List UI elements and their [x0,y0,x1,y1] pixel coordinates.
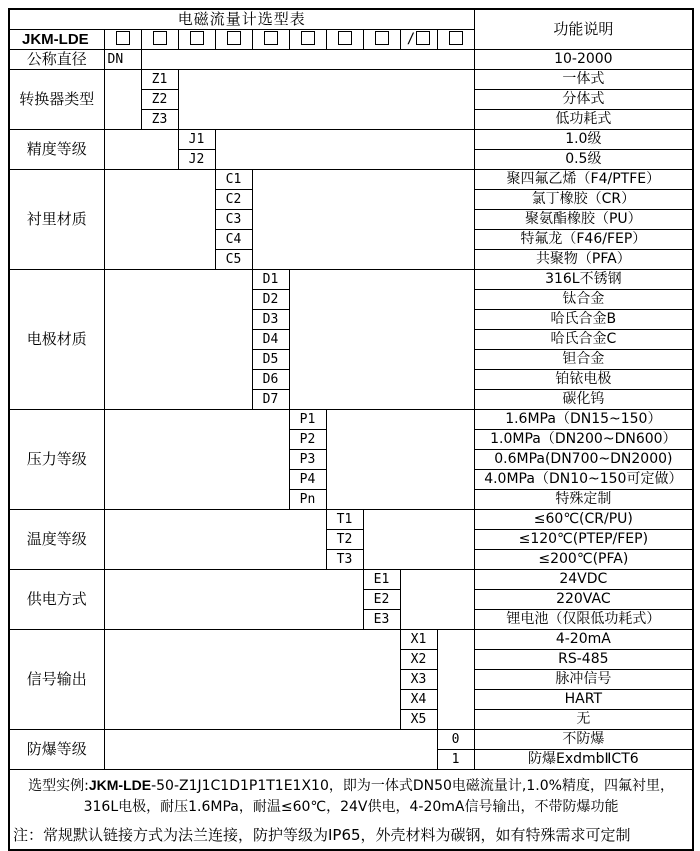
empty-cell [400,570,474,630]
desc-cell: 1.0MPa（DN200~DN600） [474,430,693,450]
category-accuracy-grade: 精度等级 [9,130,104,170]
empty-cell [178,70,474,130]
model-checkbox-cell [363,30,400,50]
code-cell: J1 [178,130,215,150]
code-cell: D1 [252,270,289,290]
checkbox-icon [116,31,130,45]
selection-table [8,8,694,851]
code-cell: E3 [363,610,400,630]
checkbox-icon [338,31,352,45]
code-cell: P1 [289,410,326,430]
desc-cell: ≤200℃(PFA) [474,550,693,570]
empty-cell [104,130,178,170]
checkbox-icon [375,31,389,45]
checkbox-icon [153,31,167,45]
desc-cell: 一体式 [474,70,693,90]
code-cell: E1 [363,570,400,590]
example-text [13,775,689,818]
desc-cell: ≤60℃(CR/PU) [474,510,693,530]
code-cell: P4 [289,470,326,490]
desc-cell: RS-485 [474,650,693,670]
code-cell: X5 [400,710,437,730]
category-signal-output: 信号输出 [9,630,104,730]
model-checkbox-cell [437,30,474,50]
empty-cell [104,170,215,270]
code-cell: T1 [326,510,363,530]
table-title: 电磁流量计选型表 [9,9,474,30]
checkbox-icon [449,31,463,45]
code-cell: 0 [437,730,474,750]
desc-cell: 低功耗式 [474,110,693,130]
desc-cell: HART [474,690,693,710]
code-cell: Z2 [141,90,178,110]
empty-cell [289,270,474,410]
model-checkbox-cell [215,30,252,50]
category-temperature-grade: 温度等级 [9,510,104,570]
code-cell: T2 [326,530,363,550]
category-lining-material: 衬里材质 [9,170,104,270]
code-cell: P2 [289,430,326,450]
code-cell: D3 [252,310,289,330]
desc-cell: 10-2000 [474,50,693,70]
desc-cell: 1.6MPa（DN15~150） [474,410,693,430]
desc-cell: 铂铱电极 [474,370,693,390]
checkbox-icon [264,31,278,45]
desc-cell: 特殊定制 [474,490,693,510]
code-cell: C5 [215,250,252,270]
code-cell: X2 [400,650,437,670]
empty-cell [104,410,289,510]
slash-separator: / [406,31,416,47]
desc-cell: ≤120℃(PTEP/FEP) [474,530,693,550]
checkbox-icon [301,31,315,45]
desc-cell: 氯丁橡胶（CR） [474,190,693,210]
checkbox-icon [227,31,241,45]
code-cell: D5 [252,350,289,370]
note-text: 注：常规默认链接方式为法兰连接，防护等级为IP65，外壳材料为碳钢，如有特殊需求可定制 [13,826,631,844]
category-explosion-proof: 防爆等级 [9,730,104,770]
code-cell: X3 [400,670,437,690]
desc-cell: 钛合金 [474,290,693,310]
model-checkbox-cell [178,30,215,50]
model-checkbox-cell [104,30,141,50]
code-cell: Pn [289,490,326,510]
desc-cell: 哈氏合金B [474,310,693,330]
desc-cell: 0.5级 [474,150,693,170]
category-converter-type: 转换器类型 [9,70,104,130]
checkbox-icon [416,31,430,45]
desc-cell: 聚四氟乙烯（F4/PTFE） [474,170,693,190]
code-cell: X1 [400,630,437,650]
desc-cell: 锂电池（仅限低功耗式） [474,610,693,630]
code-cell: P3 [289,450,326,470]
desc-cell: 不防爆 [474,730,693,750]
example-prefix: 选型实例: [28,778,89,794]
empty-cell [215,130,474,170]
code-cell: DN [104,50,141,70]
code-cell: D6 [252,370,289,390]
empty-cell [141,50,474,70]
code-cell: 1 [437,750,474,770]
code-cell: C1 [215,170,252,190]
code-cell: D4 [252,330,289,350]
code-cell: X4 [400,690,437,710]
empty-cell [104,270,252,410]
desc-cell: 聚氨酯橡胶（PU） [474,210,693,230]
empty-cell [326,410,474,510]
empty-cell [104,630,400,730]
code-cell: D7 [252,390,289,410]
empty-cell [104,510,326,570]
desc-cell: 1.0级 [474,130,693,150]
desc-cell: 220VAC [474,590,693,610]
category-nominal-diameter: 公称直径 [9,50,104,70]
desc-cell: 脉冲信号 [474,670,693,690]
example-model: JKM-LDE [88,777,152,793]
empty-cell [252,170,474,270]
desc-cell: 0.6MPa(DN700~DN2000) [474,450,693,470]
desc-cell: 4.0MPa（DN10~150可定做） [474,470,693,490]
desc-cell: 无 [474,710,693,730]
empty-cell [104,570,363,630]
model-checkbox-cell [252,30,289,50]
code-cell: E2 [363,590,400,610]
empty-cell [437,630,474,730]
example-rest: -50-Z1J1C1D1P1T1E1X10，即为一体式DN50电磁流量计,1.0%精度，四氟衬里，316L电极，耐压1.6MPa，耐温≤60℃，24V供电，4-20mA信号输出，不带防爆功能 [83,778,674,815]
checkbox-icon [190,31,204,45]
code-cell: C2 [215,190,252,210]
desc-cell: 钽合金 [474,350,693,370]
code-cell: J2 [178,150,215,170]
desc-cell: 316L不锈钢 [474,270,693,290]
model-checkbox-cell [326,30,363,50]
code-cell: C3 [215,210,252,230]
code-cell: T3 [326,550,363,570]
category-pressure-grade: 压力等级 [9,410,104,510]
desc-cell: 防爆ExdmbⅡCT6 [474,750,693,770]
empty-cell [104,70,141,130]
model-prefix: JKM-LDE [9,30,104,50]
code-cell: Z1 [141,70,178,90]
desc-cell: 共聚物（PFA） [474,250,693,270]
function-column-header: 功能说明 [474,9,693,50]
desc-cell: 哈氏合金C [474,330,693,350]
model-checkbox-cell [400,30,437,50]
empty-cell [104,730,437,770]
desc-cell: 碳化钨 [474,390,693,410]
category-electrode-material: 电极材质 [9,270,104,410]
code-cell: Z3 [141,110,178,130]
model-checkbox-cell [141,30,178,50]
model-checkbox-cell [289,30,326,50]
desc-cell: 分体式 [474,90,693,110]
desc-cell: 24VDC [474,570,693,590]
code-cell: D2 [252,290,289,310]
category-power-supply: 供电方式 [9,570,104,630]
desc-cell: 4-20mA [474,630,693,650]
desc-cell: 特氟龙（F46/FEP） [474,230,693,250]
code-cell: C4 [215,230,252,250]
empty-cell [363,510,474,570]
